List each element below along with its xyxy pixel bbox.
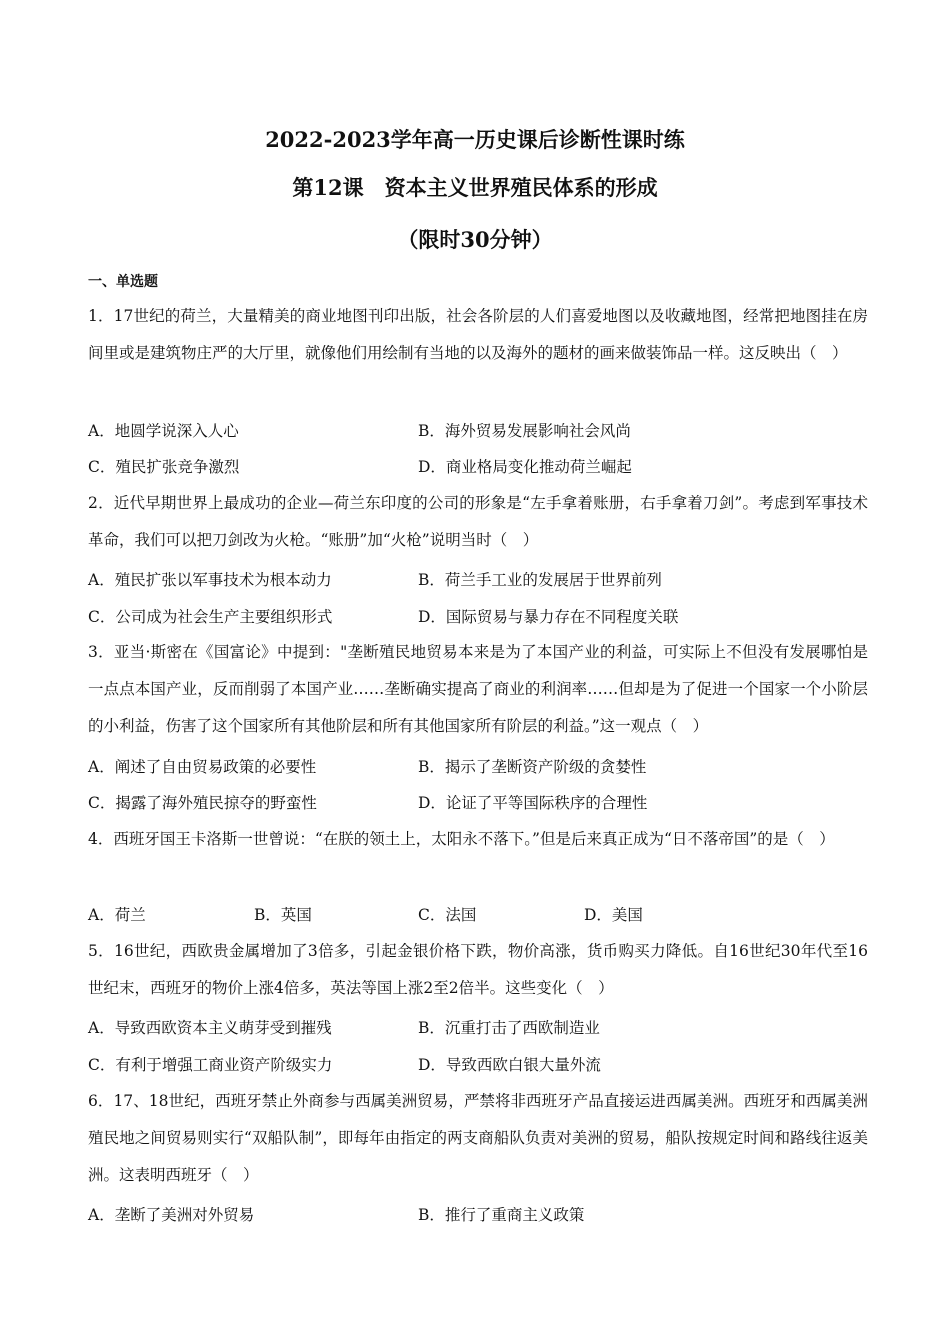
question-5-option-a: A．导致西欧资本主义萌芽受到摧残 [88, 1019, 332, 1037]
document-title: 2022-2023学年高一历史课后诊断性课时练 [265, 127, 685, 152]
question-5-option-d: D．导致西欧白银大量外流 [418, 1056, 601, 1074]
question-3-option-d: D．论证了平等国际秩序的合理性 [418, 794, 648, 812]
question-1-option-c: C．殖民扩张竞争激烈 [88, 458, 240, 476]
question-2-option-b: B．荷兰手工业的发展居于世界前列 [418, 571, 662, 589]
time-limit: （限时30分钟） [397, 227, 553, 252]
question-4-option-c: C．法国 [418, 906, 477, 924]
question-5-option-c: C．有利于增强工商业资产阶级实力 [88, 1056, 333, 1074]
question-3-option-c: C．揭露了海外殖民掠夺的野蛮性 [88, 794, 317, 812]
question-3-option-b: B．揭示了垄断资产阶级的贪婪性 [418, 758, 647, 776]
question-5-stem: 5．16世纪，西欧贵金属增加了3倍多，引起金银价格下跌，物价高涨，货币购买力降低。自16世纪30年代至16世纪末，西班牙的物价上涨4倍多，英法等国上涨2至2倍半。这些变化（ ） [88, 942, 868, 997]
question-1-option-d: D．商业格局变化推动荷兰崛起 [418, 458, 632, 476]
question-3-stem: 3．亚当·斯密在《国富论》中提到："垄断殖民地贸易本来是为了本国产业的利益，可实际上不但没有发展哪怕是一点点本国产业，反而削弱了本国产业……垄断确实提高了商业的利润率……但却是为了促进一个国家一个小阶层的小利益，伤害了这个国家所有其他阶层和所有其他国家所有阶层的利益。”这一观点（ ） [88, 643, 868, 735]
question-1-option-b: B．海外贸易发展影响社会风尚 [418, 422, 631, 440]
question-4-option-d: D．美国 [584, 906, 643, 924]
question-2-option-a: A．殖民扩张以军事技术为根本动力 [88, 571, 332, 589]
question-1-option-a: A．地圆学说深入人心 [88, 422, 239, 440]
lesson-title: 第12课 资本主义世界殖民体系的形成 [292, 175, 658, 200]
question-2-option-c: C．公司成为社会生产主要组织形式 [88, 608, 333, 626]
question-5-option-b: B．沉重打击了西欧制造业 [418, 1019, 600, 1037]
question-6-option-b: B．推行了重商主义政策 [418, 1206, 585, 1224]
question-2-option-d: D．国际贸易与暴力存在不同程度关联 [418, 608, 679, 626]
question-4-option-a: A．荷兰 [88, 906, 146, 924]
question-1-stem: 1．17世纪的荷兰，大量精美的商业地图刊印出版，社会各阶层的人们喜爱地图以及收藏地图，经常把地图挂在房间里或是建筑物庄严的大厅里，就像他们用绘制有当地的以及海外的题材的画来做装饰品一样。这反映出（ ） [88, 307, 868, 362]
question-6-option-a: A．垄断了美洲对外贸易 [88, 1206, 255, 1224]
question-3-option-a: A．阐述了自由贸易政策的必要性 [88, 758, 317, 776]
question-4-option-b: B．英国 [254, 906, 312, 924]
question-4-stem: 4．西班牙国王卡洛斯一世曾说：“在朕的领土上，太阳永不落下。”但是后来真正成为“日不落帝国”的是（ ） [88, 830, 835, 848]
section-heading: 一、单选题 [88, 274, 158, 290]
question-2-stem: 2．近代早期世界上最成功的企业—荷兰东印度的公司的形象是“左手拿着账册，右手拿着刀剑”。考虑到军事技术革命，我们可以把刀剑改为火枪。“账册”加“火枪”说明当时（ ） [88, 494, 868, 549]
question-6-stem: 6．17、18世纪，西班牙禁止外商参与西属美洲贸易，严禁将非西班牙产品直接运进西属美洲。西班牙和西属美洲殖民地之间贸易则实行“双船队制”，即每年由指定的两支商船队负责对美洲的贸易，船队按规定时间和路线往返美洲。这表明西班牙（ ） [88, 1092, 868, 1184]
